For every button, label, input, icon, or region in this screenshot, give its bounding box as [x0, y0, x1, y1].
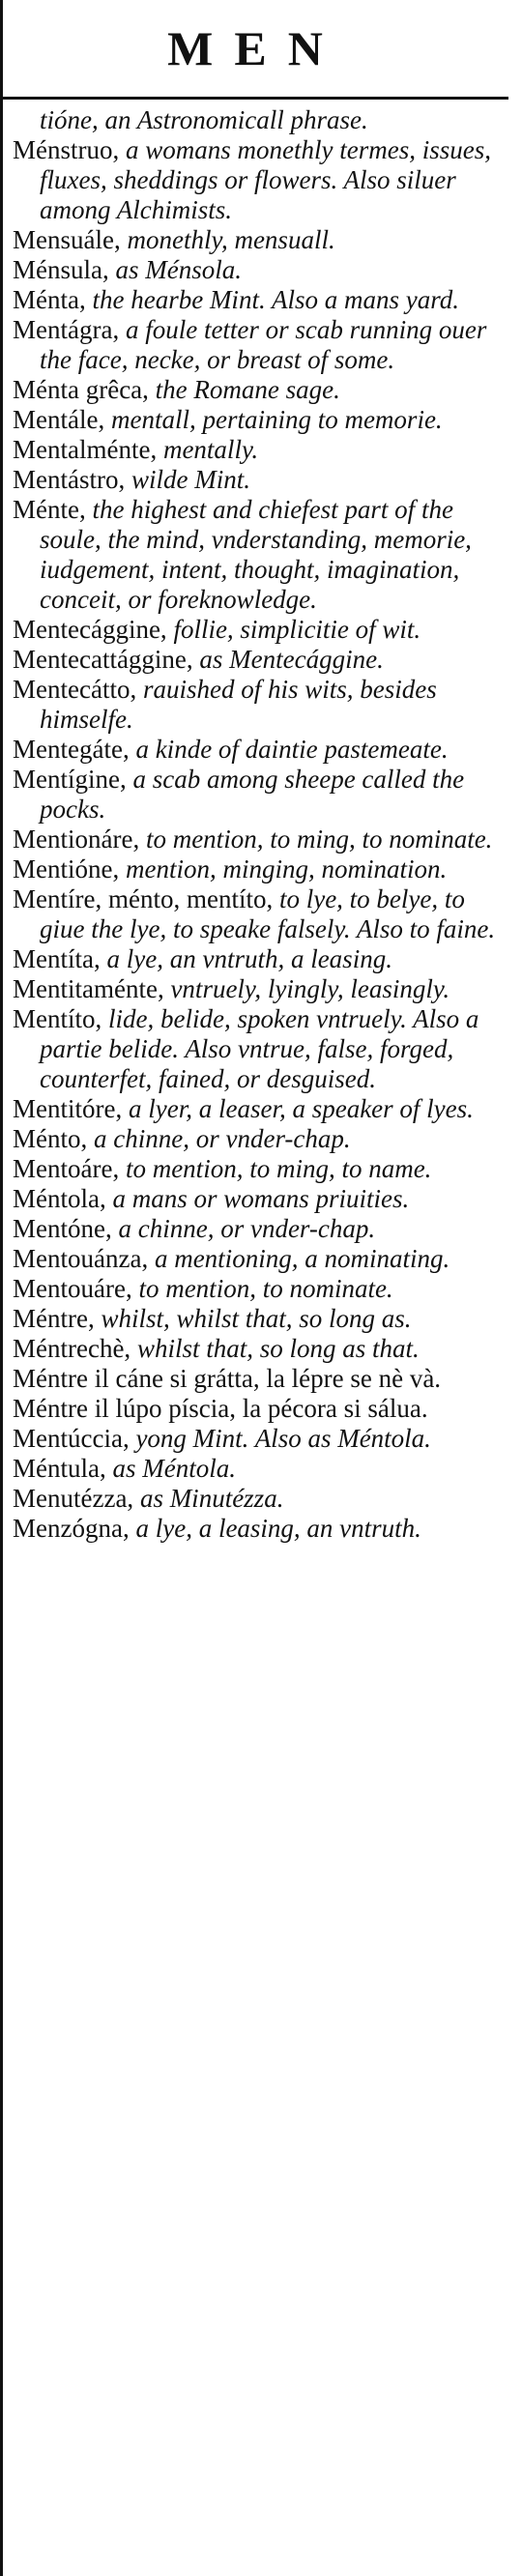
entry-definition: the hearbe Mint. Also a mans yard. — [92, 285, 459, 314]
entry-definition: mentally. — [162, 435, 259, 464]
entry-definition: mentall, pertaining to memorie. — [110, 405, 443, 434]
entry-definition: the highest and chiefest part of the soule, the mind, vnderstanding, memorie, iudgement, intent, thought, imagination, conceit, or foreknowledge. — [40, 495, 472, 614]
entry-headword: Méntre il cáne si grátta, la lépre se nè và. — [13, 1364, 442, 1393]
dictionary-entry — [13, 825, 508, 854]
entry-definition: lide, belide, spoken vntruely. Also a partie belide. Also vntrue, false, forged, counterfet, fained, or desguised. — [40, 1004, 479, 1093]
entry-definition: as Mentecággine. — [199, 645, 384, 674]
entry-headword: Menzógna, — [13, 1514, 130, 1543]
dictionary-entry — [13, 1364, 508, 1394]
dictionary-entry — [13, 1004, 508, 1094]
entry-definition: follie, simplicitie of wit. — [173, 615, 421, 644]
entry-headword: Mentitaménte, — [13, 974, 164, 1003]
entry-headword: Mentionáre, — [13, 825, 140, 854]
entry-headword: Ménte, — [13, 495, 86, 524]
dictionary-entry — [13, 105, 508, 135]
dictionary-entry — [13, 1484, 508, 1514]
page-title: MEN — [167, 21, 344, 75]
dictionary-entry — [13, 1244, 508, 1274]
dictionary-entry — [13, 1154, 508, 1184]
entry-definition: a kinde of daintie pastemeate. — [135, 735, 449, 764]
dictionary-entry — [13, 1184, 508, 1214]
entry-headword: Mentouáre, — [13, 1274, 132, 1303]
entry-definition: to mention, to ming, to nominate. — [145, 825, 493, 854]
page-header — [3, 0, 508, 97]
dictionary-entry — [13, 974, 508, 1004]
dictionary-entry — [13, 255, 508, 285]
dictionary-entry — [13, 675, 508, 735]
header-rule — [3, 97, 508, 100]
dictionary-entry — [13, 405, 508, 435]
entry-headword: Mentále, — [13, 405, 105, 434]
entry-headword: Méntola, — [13, 1184, 106, 1213]
entry-definition: monethly, mensuall. — [127, 225, 335, 254]
entry-definition: the Romane sage. — [155, 375, 340, 404]
entry-headword: Mentóne, — [13, 1214, 112, 1243]
entry-headword: Méntre il lúpo píscia, la pécora si sálua. — [13, 1394, 428, 1423]
dictionary-entry — [13, 1424, 508, 1454]
dictionary-entry — [13, 645, 508, 675]
dictionary-entry — [13, 1214, 508, 1244]
dictionary-entry — [13, 465, 508, 495]
dictionary-entry — [13, 135, 508, 225]
dictionary-entry — [13, 944, 508, 974]
entry-headword: Mentecattággine, — [13, 645, 193, 674]
entry-definition: a lyer, a leaser, a speaker of lyes. — [128, 1094, 474, 1123]
entry-headword: Mentígine, — [13, 765, 127, 794]
entry-headword: Mentióne, — [13, 854, 120, 883]
entry-definition: to mention, to ming, to name. — [125, 1154, 432, 1183]
entry-headword: Mentíre, ménto, mentíto, — [13, 884, 274, 913]
dictionary-entry — [13, 1394, 508, 1424]
entry-definition: as Méntola. — [112, 1454, 236, 1483]
dictionary-entry — [13, 375, 508, 405]
entry-definition: yong Mint. Also as Méntola. — [135, 1424, 431, 1453]
dictionary-entry — [13, 735, 508, 765]
entry-headword: Ménta grêca, — [13, 375, 149, 404]
dictionary-entry — [13, 1124, 508, 1154]
entry-definition: a chinne, or vnder-chap. — [94, 1124, 351, 1153]
entry-definition: a lye, a leasing, an vntruth. — [135, 1514, 421, 1543]
dictionary-entry — [13, 765, 508, 825]
dictionary-entry — [13, 495, 508, 615]
entry-definition: to mention, to nominate. — [138, 1274, 393, 1303]
dictionary-entry — [13, 285, 508, 315]
entry-definition: a lye, an vntruth, a leasing. — [106, 944, 392, 973]
entry-definition: a mentioning, a nominating. — [154, 1244, 450, 1273]
dictionary-entry — [13, 315, 508, 375]
dictionary-entry — [13, 1304, 508, 1334]
dictionary-entry — [13, 1094, 508, 1124]
entry-headword: Ménstruo, — [13, 135, 120, 164]
entry-definition: whilst that, so long as that. — [136, 1334, 420, 1363]
entry-definition: as Ménsola. — [115, 255, 242, 284]
entry-headword: Menutézza, — [13, 1484, 134, 1513]
entry-definition: to lye, to belye, to giue the lye, to speake falsely. Also to faine. — [40, 884, 496, 943]
entry-definition: tióne, an Astronomicall phrase. — [40, 105, 368, 134]
dictionary-entry — [13, 1274, 508, 1304]
entry-headword: Mentouánza, — [13, 1244, 149, 1273]
dictionary-entry — [13, 884, 508, 944]
entry-headword: Mentástro, — [13, 465, 126, 494]
entry-headword: Méntre, — [13, 1304, 95, 1333]
entry-headword: Mentúccia, — [13, 1424, 130, 1453]
entry-headword: Ménsula, — [13, 255, 109, 284]
entry-headword: Mentíto, — [13, 1004, 102, 1033]
entry-definition: mention, minging, nomination. — [125, 854, 448, 883]
entry-definition: rauished of his wits, besides himselfe. — [40, 675, 437, 734]
entry-headword: Méntrechè, — [13, 1334, 131, 1363]
entry-headword: Ménta, — [13, 285, 86, 314]
entry-definition: a scab among sheepe called the pocks. — [40, 765, 465, 824]
entry-headword: Mentecággine, — [13, 615, 167, 644]
dictionary-entry — [13, 1454, 508, 1484]
entry-headword: Ménto, — [13, 1124, 88, 1153]
entry-headword: Mentalménte, — [13, 435, 158, 464]
dictionary-entry — [13, 1514, 508, 1544]
entry-headword: Méntula, — [13, 1454, 106, 1483]
entry-headword: Mentitóre, — [13, 1094, 123, 1123]
entry-definition: vntruely, lyingly, leasingly. — [170, 974, 450, 1003]
dictionary-entry — [13, 1334, 508, 1364]
dictionary-entry — [13, 854, 508, 884]
entry-headword: Mentecátto, — [13, 675, 137, 704]
entry-definition: as Minutézza. — [139, 1484, 284, 1513]
entry-definition: whilst, whilst that, so long as. — [101, 1304, 412, 1333]
dictionary-entry — [13, 435, 508, 465]
dictionary-entry — [13, 615, 508, 645]
entry-headword: Mentoáre, — [13, 1154, 120, 1183]
entry-headword: Mentegáte, — [13, 735, 130, 764]
dictionary-entry — [13, 225, 508, 255]
entry-definition: a mans or womans priuities. — [112, 1184, 410, 1213]
entry-definition: a foule tetter or scab running ouer the face, necke, or breast of some. — [40, 315, 487, 374]
entry-definition: a chinne, or vnder-chap. — [118, 1214, 376, 1243]
entry-headword: Mensuále, — [13, 225, 121, 254]
entry-definition: a womans monethly termes, issues, fluxes, sheddings or flowers. Also siluer among Alchimists. — [40, 135, 491, 224]
entry-list — [3, 105, 508, 1544]
entry-headword: Mentágra, — [13, 315, 120, 344]
entry-headword: Mentíta, — [13, 944, 101, 973]
entry-definition: wilde Mint. — [130, 465, 250, 494]
